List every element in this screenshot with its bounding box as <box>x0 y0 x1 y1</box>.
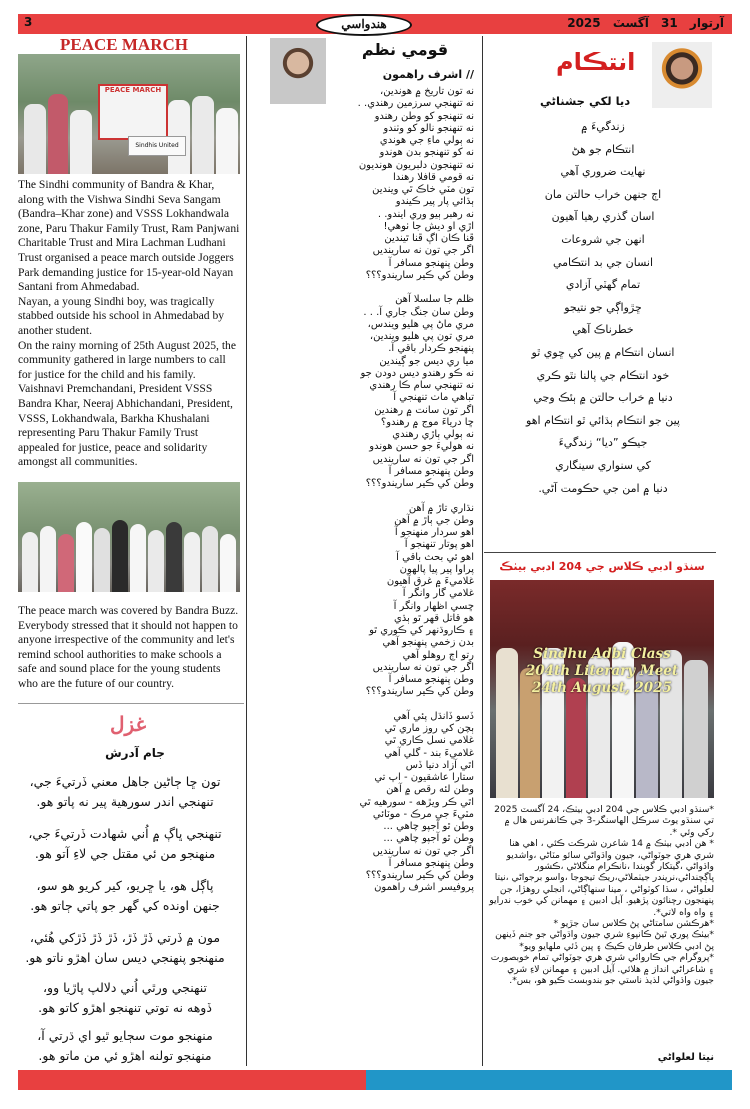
report-paragraph: *هرڪشن سامتاڻي پڻ ڪلاس سان جڙيو * <box>553 918 714 930</box>
poem-line: اگر جي تون نه سارينديں <box>372 453 474 465</box>
overlay-line: 204th Literary Meet <box>525 663 679 679</box>
peace-march-title: PEACE MARCH <box>60 35 188 54</box>
poem-line: اٿي ڪر ويڙهه - سورهيه ٿي <box>359 796 474 808</box>
literary-meet-photo <box>490 580 714 798</box>
poem-line: وطن سان جنگ جاري آ. . . <box>363 306 474 318</box>
poem-line: نه تنهنجي سرزمين رهندي. . <box>357 98 474 110</box>
ghazal-title: غزل <box>110 712 147 736</box>
poem-line: وطن پنهنجو مسافر آ <box>388 674 474 685</box>
date-day: آرتوار <box>689 16 724 30</box>
footer-bar-blue <box>366 1070 732 1090</box>
overlay-line: Sindhu Adbi Class <box>533 646 671 662</box>
poem-line <box>256 282 474 294</box>
poem-line: نه ٻولي ٻاڙي رهندي <box>392 429 474 440</box>
ghazal-author: جام آدرش <box>105 746 165 760</box>
poem-line: نه ڪو رهندو ديس دودن جو <box>360 367 474 379</box>
couplet-line: تنهنجي ڀاڳ ۾ اُني شهادت ڏرتيءَ جي، <box>28 826 222 841</box>
intekam-author: ديا لکي جشناڻي <box>540 94 631 108</box>
poem-line: مٽيءَ جي مرڪ - موٽائي <box>372 808 474 820</box>
couplet-line: جنهن اونده کي گهر جو پاتي ڄاتو هو. <box>30 898 220 913</box>
couplet-line: منهنجو موت سڄايو ٿيو اي ڌرتي آ، <box>37 1028 213 1043</box>
couplet <box>10 772 240 812</box>
nazm-author: // اشرف راهمون <box>382 68 474 81</box>
photo-overlay-text <box>498 646 706 697</box>
peace-march-body <box>18 178 240 470</box>
report-paragraph: *پروگرام جي ڪاروائي شري هري جوٽواڻي تمام خوبصورت ۽ شاعراڻي انداز ۾ هلائي. آيل ادبين ۽ مهمانن لاءِ شري جيون واڌواڻي لذيذ ناستي جو بندوبست ڪيو هو، بس*. <box>490 952 714 987</box>
couplet-line: منهنجو من ئي مقتل جي لاءِ آتو هو. <box>34 846 216 861</box>
poem-line: انهن جي شروعات <box>561 232 645 246</box>
poem-line: مري تون پي هليو ويندين، <box>369 331 474 342</box>
intekam-body <box>488 116 718 500</box>
poem-line: اگر تون سانت ۾ رهندين <box>374 404 474 416</box>
poem-line: وطن پنهنجو مسافر آ <box>388 857 474 869</box>
poem-line: بدن زخمي پنهنجو آهي <box>382 637 474 649</box>
poem-line: نه تنهنجو کو وطن رهندو <box>374 110 474 122</box>
poem-line: پراوا پير پيا پالهون <box>399 563 474 575</box>
paragraph: Nayan, a young Sindhi boy, was tragically stabbed outside his school in Ahmedabad by another student. <box>18 294 225 337</box>
banner: Sindhis United <box>128 136 186 156</box>
poem-line: اهو پوتار تنهنجو آ <box>404 539 474 551</box>
nazm-body <box>256 86 474 895</box>
poem-line: وطن کي ڪير ساريندو؟؟؟ <box>365 686 474 698</box>
poem-line: خطرناڪ آهي <box>572 323 634 337</box>
poem-line: ٻڌائي پار پير ڪيندو <box>395 196 474 208</box>
date-month: آگسٽ <box>612 16 649 30</box>
poem-line: زندگيءَ ۾ <box>581 120 625 133</box>
poem-line: انتڪام جو هڻ <box>571 142 635 156</box>
poem-line: اهو سردار منهنجو آ <box>394 527 474 538</box>
paragraph: The Sindhi community of Bandra & Khar, along with the Vishwa Sindhi Seva Sangam (Bandra–Khar zone) and VSSS Lokhandwala zone, Paru Thakur Family Trust, Ram Panjwani Charitable Trust and Mira Lachman Ludhani Trust organised a peace march outside Joggers Park demanding justice for 15-year-old Nayan Santani from Ahmedabad. <box>18 178 240 294</box>
couplet <box>10 1026 240 1066</box>
poem-line: اهو ئي بحث باقي آ <box>396 551 474 563</box>
poem-line: ڇا درياءَ موج ۾ رهندو؟ <box>380 416 474 428</box>
couplet <box>10 876 240 916</box>
date-num: 31 <box>661 16 678 30</box>
poem-line: انسان جي بد انتڪامي <box>552 255 654 269</box>
poem-line: ڦنا ڪان اڳ ڦنا ٿيندين <box>384 233 474 244</box>
poem-line: ڏسو ڏانڌل پئي آهي <box>393 710 474 722</box>
poem-line: خود انتڪام جي پالنا نٿو ڪري <box>536 368 670 382</box>
column-divider <box>482 36 483 1066</box>
poem-line: اٿي آزاد دنيا ڏس <box>405 759 474 771</box>
nazm-title: قومي نظم <box>361 40 449 59</box>
poem-line: نه تنهنجو نالو کو وٺندو <box>383 122 474 134</box>
poem-line: ٻچن کي روز ماري ٿي <box>384 723 474 734</box>
poem-line: نه تون تاريخ ۾ هوندين، <box>379 86 474 97</box>
issue-date <box>559 16 724 30</box>
poem-line: ڇڙواڳي جو نتيجو <box>564 300 642 314</box>
poem-line: وطن کي ڪير ساريندو؟؟؟ <box>365 478 474 489</box>
poem-line: اگر جي تون نه سارينديں <box>372 661 474 673</box>
poem-line: ۽ ڪاروڌنهر کي ڪوري ٿو <box>369 625 474 636</box>
poem-line: غلاميءَ ۾ غرق آهيون <box>386 576 474 587</box>
poem-line: نه ٻولي ماءِ جي هوندي <box>379 135 474 146</box>
couplet-line: مون ۾ ڏرتي ڏڙ ڏڙ، ڏڙ ڏڙ ڏڙکي هُئي، <box>29 930 221 945</box>
poem-line: وطن ٿو آجپو چاهي ... <box>383 833 474 845</box>
poem-line: وطن کي ڪير ساريندو؟؟؟ <box>365 269 474 281</box>
poem-line: وطن پنهنجو مسافر آ <box>388 465 474 477</box>
peace-march-coverage: The peace march was covered by Bandra Buzz. Everybody stressed that it should not happen to anyone irrespective of the community and let's remind school authorities to make schools a safe and sound place for the young students who are the future of our country. <box>18 604 239 690</box>
poem-line: غلامي گار وانگر آ <box>402 588 474 600</box>
poem-line: نه هوليءَ جو حسن هوندو <box>369 441 474 453</box>
poem-line: ڇسي اظهار وانگر آ <box>393 600 474 612</box>
poem-line: تمام گهٽي آزادي <box>565 278 641 292</box>
poem-line: نه کو تنهنجو بدن هوندو <box>379 147 474 159</box>
couplet-line: تنهنجي اندر سورهية پير نه پاتو هو. <box>36 794 214 809</box>
date-year: 2025 <box>567 16 601 30</box>
footer-bar <box>18 1070 732 1090</box>
poem-line: وطن جي ٻاڙ ۾ آهن <box>394 514 474 526</box>
poem-line: ميا ري ديس جو ڳيندين <box>379 355 474 367</box>
poem-line: وطن لئه رقص ۾ آهن <box>386 784 474 796</box>
report-signature: نيتا لعلواڻي <box>657 1052 714 1063</box>
report-paragraph: * هن ادبي بيٺڪ ۾ 14 شاعرن شرڪت ڪئي ، اهي هنا شري هري جوٽواڻي، جيون واڌواڻي سائو مٽاڻي ،واشديو واڌواڻي ،گيتکار گوبندا ،نانڪرام منگلاڻي ،ڪشور ڀاڳچنداڻي،نريندر جيٺملاڻي،ريڪ تيجوجا ،واسو برجواڻي ،نيتا لعلواڻي ، سڌا کوٽواڻي ، مينا سنهاڳاڻي، انجلي روهڙا، جن پنهنجون رچنائون پڙهيو. آيل ادبين ۽ مهمانن کي خوب ندرايو ۽ واه واه لاتي*. <box>489 838 714 918</box>
poem-line: دنيا ۾ خراب حالتن ۾ ٻئڪ وڃي <box>533 391 673 405</box>
poster: PEACE MARCH <box>98 84 168 140</box>
poem-line: غلامي نسل ڪاري ٿي <box>384 735 474 747</box>
poem-line: نڌاري تاڙ ۾ آهن <box>408 502 474 514</box>
poem-line: وطن پنهنجو مسافر آ <box>388 257 474 269</box>
couplet-line: تنهنجي ورٿي اُني دلالپ پاڙيا وو، <box>43 980 207 995</box>
poem-line: نه تنهنجون دلبريون هونديون <box>358 159 474 171</box>
poem-line: نه تنهنجي سام ڪا رهندي <box>369 380 474 391</box>
poem-line: تباهي ماٺ تنهنجي آ <box>393 392 474 404</box>
poem-line: انسان انتڪام ۾ پين کي ڇوي ٿو <box>531 345 675 359</box>
couplet-line: منهنجو تولنه اهڙو ئي من ماتو هو. <box>38 1048 212 1063</box>
couplet-line: پاڳل هو، يا ڇريو، کير کريو هو سو، <box>36 878 214 893</box>
couplet-line: تون ڇا ڄاڻين جاهل معني ڏرتيءَ جي، <box>29 774 221 789</box>
column-divider <box>246 36 247 1066</box>
poem-line: اسان گذري رهيا آهيون <box>551 210 655 224</box>
divider <box>18 703 244 704</box>
poem-line: هو قاتل قهر ٿو ٻڌي <box>393 612 474 624</box>
poem-line: وطن کي ڪير ساريندو؟؟؟ <box>365 870 474 881</box>
poem-line: نهايت ضروري آهي <box>560 165 646 179</box>
poem-line: کي سنواري سينگاري <box>555 458 651 472</box>
poem-line: جيڪو ”ديا“ زندگيءَ <box>558 436 648 450</box>
couplet <box>10 978 240 1018</box>
poem-line <box>256 699 474 711</box>
couplet-line: ڏوهه نه توتي تنهنجو اهڙو کاتو هو. <box>38 1000 212 1015</box>
poem-line: تون مٽي خاڪ ٿي ويندين <box>372 184 474 195</box>
poem-line: اگر جي تون نه سارينديں <box>372 245 474 257</box>
couplet <box>10 928 240 968</box>
paragraph: Vaishnavi Premchandani, President VSSS Bandra Khar, Neeraj Abhichandani, President, VSSS, Lokhandwala, Barkha Khushalani representing Paru Thakur Family Trust appealed for justice, peace and solidarity amongst all communities. <box>18 382 233 469</box>
newspaper-logo: هندواسي <box>316 14 412 36</box>
couplet <box>10 824 240 864</box>
couplet-line: منهنجو پنهنجي ديس سان اهڙو ناتو هو. <box>25 950 225 965</box>
poem-line: پين جو انتڪام ٻڌائي ٿو انتڪام اهو <box>526 413 680 427</box>
literary-meet-report <box>488 804 714 987</box>
poem-line: نه قومي قافلا رهندا <box>392 171 474 183</box>
sindhu-adbi-title: سنڌو ادبي ڪلاس جي 204 ادبي بيٺڪ <box>490 558 714 576</box>
poem-line: ظلم جا سلسلا آهن <box>395 294 474 306</box>
poem-line: دنيا ۾ امن جي حڪومت آڻي. <box>538 481 668 495</box>
poem-line: وطن ٿو آجپو چاهي ... <box>383 821 474 832</box>
page-number: 3 <box>24 15 33 29</box>
intekam-title: انتڪام <box>556 48 636 76</box>
report-paragraph: *سنڌو ادبي ڪلاس جي 204 ادبي بيٺڪ، 24 آگسٽ 2025 تي سنڌو يوٿ سرڪل الهاسنگر-3 جي ڪانفرنس هال ۾ رکي وئي *. <box>494 804 714 838</box>
divider <box>484 552 716 553</box>
poem-line <box>256 490 474 502</box>
intekam-author-photo <box>652 42 712 108</box>
poem-line: پنهنجو ڪردار باقي آ. <box>388 343 474 355</box>
overlay-line: 24th August, 2025 <box>532 680 672 696</box>
poem-line: ستارا عاشقيون - اپ تي <box>374 772 474 783</box>
paragraph: On the rainy morning of 25th August 2025, the community gathered in large numbers to call for justice for the child and his family. <box>18 338 237 381</box>
poem-line: اڄ جنهن خراب حالتن مان <box>544 187 662 201</box>
poem-line: پروفيسر اشرف راهمون <box>374 882 474 894</box>
report-paragraph: *بيٺڪ پوري ٿيڻ ڪانپوءِ شري جيون واڌواڻي جو جنم ڏينهن پڻ ادبي ڪلاس طرفان ڪيڪ ۽ پين ڏئي ملهايو ويو* <box>495 929 714 952</box>
peace-march-photo-2 <box>18 482 240 592</box>
poem-line: غلاميءَ بند - گلي آهي <box>384 747 474 759</box>
poem-line: رتو اڄ روهلو آهي <box>402 649 474 661</box>
poem-line: اڙي او ديش جا ٺوهي! <box>383 220 474 232</box>
poem-line: مري ماڻ پي هليو ويندس، <box>367 318 474 330</box>
poem-line: نه رهبر ٻيو وري ايندو. . <box>377 208 474 220</box>
peace-march-photo <box>18 54 240 174</box>
poem-line: اگر جي تون نه سارينديں <box>372 845 474 857</box>
